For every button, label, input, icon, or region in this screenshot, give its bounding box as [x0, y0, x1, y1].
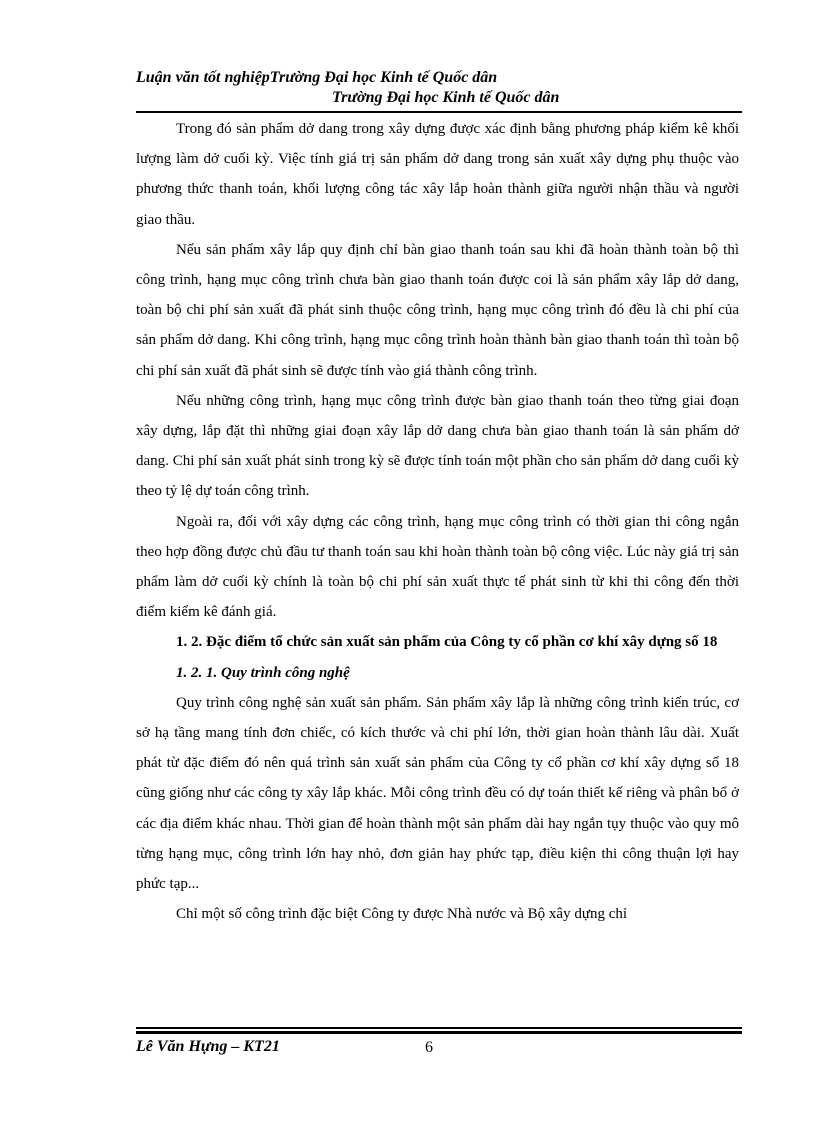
page-number: 6 [425, 1039, 433, 1056]
section-heading: 1. 2. Đặc điểm tổ chức sản xuất sản phẩm của Công ty cổ phần cơ khí xây dựng số 18 [176, 634, 718, 651]
header-rule [136, 111, 742, 113]
footer-rule-thick [136, 1031, 742, 1034]
page-header [136, 68, 742, 108]
footer-rule-thin [136, 1027, 742, 1029]
paragraph-4: Ngoài ra, đối với xây dựng các công trình, hạng mục công trình có thời gian thi công ngắn theo hợp đồng được chủ đầu tư thanh toán sau khi hoàn thành toàn bộ công việc. Lúc này giá trị sản phẩm làm dở cuối kỳ chính là toàn bộ chi phí sản xuất thực tế phát sinh từ khi thi công đến thời điểm kiểm kê đánh giá. [136, 513, 739, 621]
header-title-line-2: Trường Đại học Kinh tế Quốc dân [332, 89, 560, 106]
paragraph-2: Nếu sản phẩm xây lắp quy định chỉ bàn giao thanh toán sau khi đã hoàn thành toàn bộ thì công trình, hạng mục công trình chưa bàn giao thanh toán được coi là sản phẩm xây lắp dở dang, toàn bộ chi phí sản xuất đã phát sinh thuộc công trình, hạng mục công trình đó đều là chi phí của sản phẩm dở dang. Khi công trình, hạng mục công trình hoàn thành bàn giao thanh toán thì toàn bộ chi phí sản xuất đã phát sinh sẽ được tính vào giá thành công trình. [136, 241, 739, 379]
paragraph-3: Nếu những công trình, hạng mục công trình được bàn giao thanh toán theo từng giai đoạn xây dựng, lắp đặt thì những giai đoạn xây lắp dở dang chưa bàn giao thanh toán là sản phẩm dở dang. Chi phí sản xuất phát sinh trong kỳ sẽ được tính toán một phần cho sản phẩm dở dang cuối kỳ theo tỷ lệ dự toán công trình. [136, 392, 739, 500]
paragraph-6: Chỉ một số công trình đặc biệt Công ty được Nhà nước và Bộ xây dựng chỉ [176, 906, 628, 923]
paragraph-5: Quy trình công nghệ sản xuất sản phẩm. Sản phẩm xây lắp là những công trình kiến trúc, cơ sở hạ tầng mang tính đơn chiếc, có kích thước và chi phí lớn, thời gian hoàn thành lâu dài. Xuất phát từ đặc điểm đó nên quá trình sản xuất sản phẩm của Công ty cổ phần cơ khí xây dựng số 18 cũng giống như các công ty xây lắp khác. Mỗi công trình đều có dự toán thiết kế riêng và phân bổ ở các địa điểm khác nhau. Thời gian để hoàn thành một sản phẩm dài hay ngắn tụy thuộc vào quy mô từng hạng mục, công trình lớn hay nhỏ, đơn giản hay phức tạp, điều kiện thi công thuận lợi hay phức tạp... [136, 694, 739, 893]
page-body [136, 114, 739, 929]
header-title-line-1: Luận văn tốt nghiệpTrường Đại học Kinh tế Quốc dân [136, 69, 498, 86]
footer-author: Lê Văn Hựng – KT21 [136, 1038, 280, 1055]
subsection-heading: 1. 2. 1. Quy trình công nghệ [176, 664, 350, 681]
paragraph-1: Trong đó sản phẩm dở dang trong xây dựng được xác định bằng phương pháp kiểm kê khối lượng làm dở cuối kỳ. Việc tính giá trị sản phẩm dở dang trong sản xuất xây dựng phụ thuộc vào phương thức thanh toán, khối lượng công tác xây lắp hoàn thành giữa người nhận thầu và người giao thầu. [136, 121, 739, 228]
